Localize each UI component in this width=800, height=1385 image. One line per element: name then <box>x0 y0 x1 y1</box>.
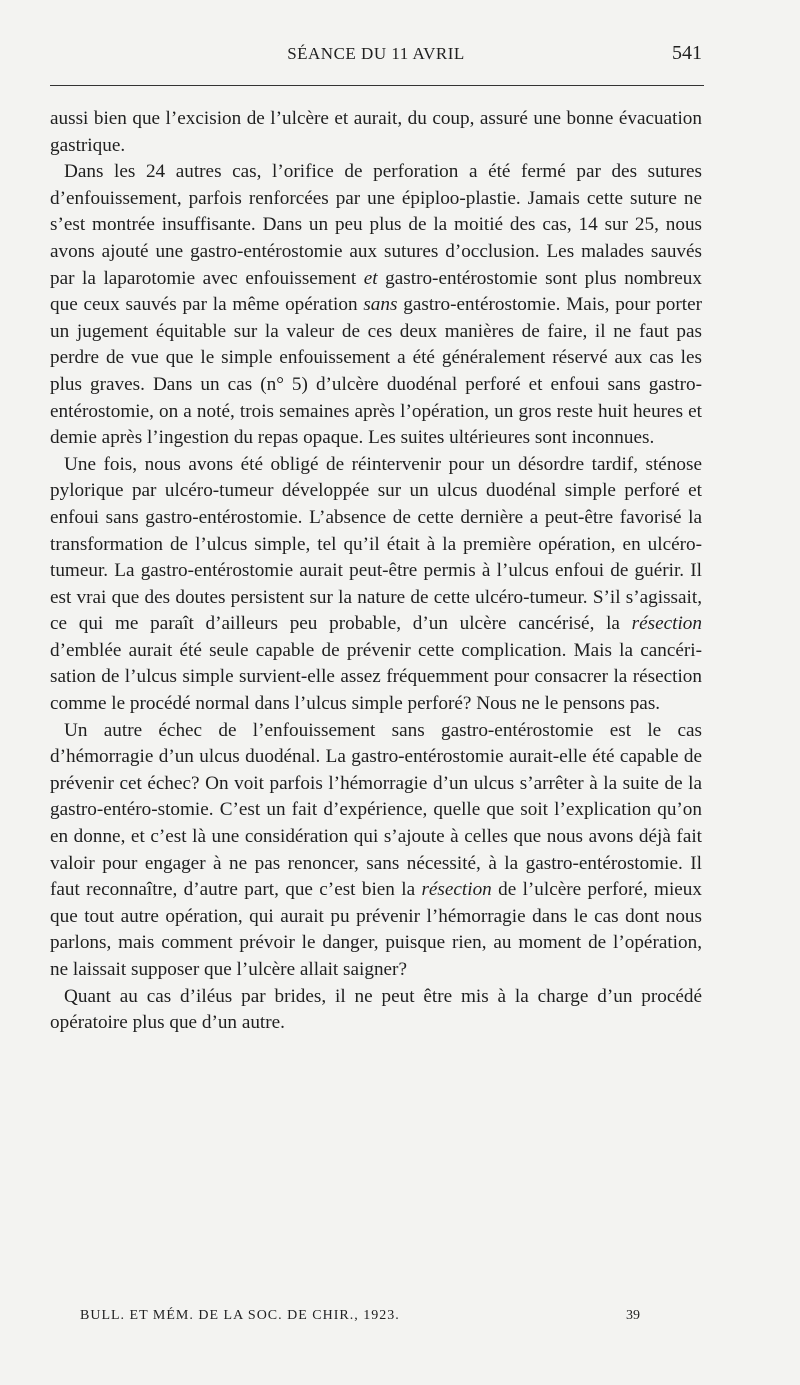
text-run: Dans les 24 autres cas, l’orifice de perforation a été fermé par des sutures d’enfouissement, parfois renforcées par une épiploo-plastie. Jamais cette suture ne s’est montrée insuffisante. Dans un peu plus de la moitié des cas, 14 sur 25, nous avons ajouté une gastro-entérostomie aux sutures d’occlusion. Les malades sauvés par la laparotomie avec enfouissement <box>50 161 702 289</box>
paragraph <box>50 718 702 984</box>
paragraph <box>50 106 702 159</box>
text-run: de l’ulcère perforé, mieux que tout autre opération, qui aurait pu prévenir l’hémorragie dans le cas dont nous parlons, mais comment prévoir le danger, puisque rien, au moment de l’opération, ne laissait supposer que l’ulcère allait saigner? <box>50 879 702 980</box>
text-run: gastro-entérostomie. Mais, pour porter un jugement équitable sur la valeur de ces deux manières de faire, il ne faut pas perdre de vue que le simple enfouissement a été généralement réservé aux cas les plus graves. Dans un cas (n° 5) d’ulcère duodénal perforé et enfoui sans gastro-entérostomie, on a noté, trois semaines après l’opération, un gros reste huit heures et demie après l’ingestion du repas opaque. Les suites ultérieures sont inconnues. <box>50 294 702 449</box>
text-run: d’emblée aurait été seule capable de prévenir cette complication. Mais la cancéri-sation de l’ulcus simple survient-elle assez fréquemment pour consacrer la résection comme le procédé normal dans l’ulcus simple perforé? Nous ne le pensons pas. <box>50 639 702 715</box>
text-run: aussi bien que l’excision de l’ulcère et aurait, du coup, assuré une bonne évacuation gastrique. <box>50 108 702 156</box>
italic-word: résection <box>421 879 492 901</box>
page-header <box>50 42 702 70</box>
text-run: Un autre échec de l’enfouissement sans gastro-entérostomie est le cas d’hémorragie d’un ulcus duodénal. La gastro-entérostomie aurait-elle été capable de prévenir cet échec? On voit parfois l’hémorragie d’un ulcus s’arrêter à la suite de la gastro-entéro-stomie. C’est un fait d’expérience, quelle que soit l’explication qu’on en donne, et c’est là une considération qui s’ajoute à celles que nous avons déjà fait valoir pour engager à ne pas renoncer, sans nécessité, à la gastro-entérostomie. Il faut reconnaître, d’autre part, que c’est bien la <box>50 719 702 901</box>
italic-word: résection <box>631 613 702 635</box>
running-title: SÉANCE DU 11 AVRIL <box>287 44 465 63</box>
paragraph <box>50 159 702 452</box>
text-run: Quant au cas d’iléus par brides, il ne peut être mis à la charge d’un procédé opératoire plus que d’un autre. <box>50 985 702 1034</box>
signature-mark: 39 <box>626 1308 640 1323</box>
italic-word: et <box>363 267 378 289</box>
paragraph <box>50 452 702 718</box>
paragraph <box>50 984 702 1037</box>
journal-citation: BULL. ET MÉM. DE LA SOC. DE CHIR., 1923. <box>80 1308 400 1323</box>
italic-word: sans <box>363 294 398 316</box>
text-run: gastro-entérostomie sont plus nombreux que ceux sauvés par la même opération <box>50 267 702 316</box>
header-rule <box>50 85 704 86</box>
text-run: Une fois, nous avons été obligé de réintervenir pour un désordre tardif, sténose pylorique par ulcéro-tumeur développée sur un ulcus duodénal simple perforé et enfoui sans gastro-entérostomie. L’absence de cette dernière a peut-être favorisé la transformation de l’ulcus simple, tel qu’il était à la première opération, en ulcéro-tumeur. La gastro-entérostomie aurait peut-être permis à l’ulcus enfoui de guérir. Il est vrai que des doutes persistent sur la nature de cette ulcéro-tumeur. S’il s’agissait, ce qui me paraît d’ailleurs peu probable, d’un ulcère cancérisé, la <box>50 453 702 635</box>
body-text <box>50 106 702 1037</box>
page-number: 541 <box>672 42 702 64</box>
